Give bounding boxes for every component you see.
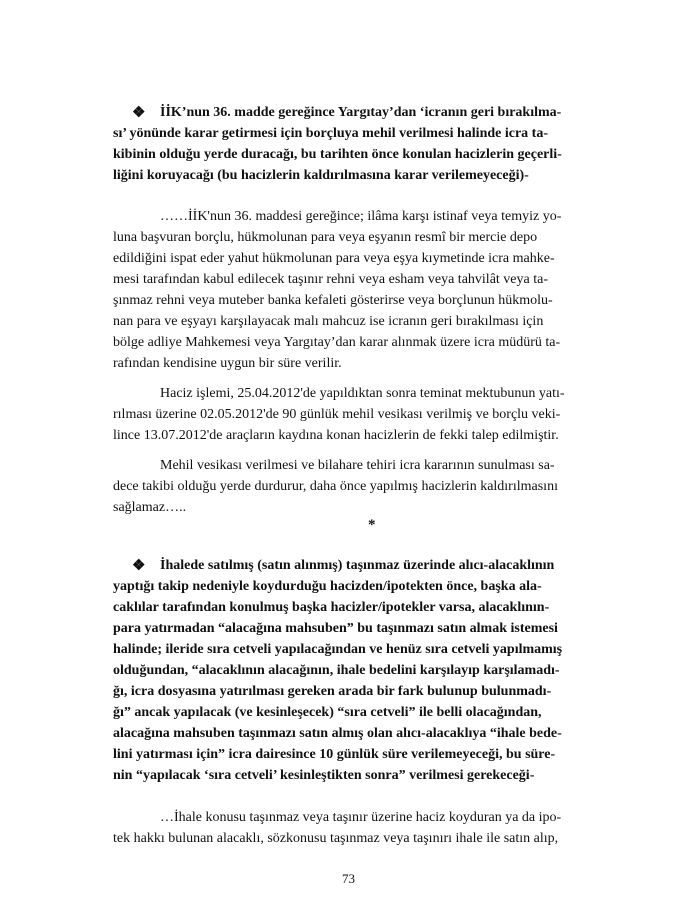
section1-para3-line-2: dece takibi olduğu yerde durdurur, daha önce yapılmış hacizlerin kaldırılmasını — [113, 479, 558, 494]
section2-heading-line-1: İhalede satılmış (satın alınmış) taşınmaz üzerinde alıcı-alacaklının — [160, 558, 555, 573]
section1-para1-line-3: edildiğini ispat eder yahut hükmolunan para veya eşya kıymetinde icra mahke- — [113, 251, 555, 266]
section1-para2-line-1: Haciz işlemi, 25.04.2012'de yapıldıktan sonra teminat mektubunun yatı- — [160, 386, 565, 401]
section2-heading-line-2: yaptığı takip nedeniyle koydurduğu hacizden/ipotekten önce, başka ala- — [113, 579, 542, 594]
section1-heading-line-2: sı’ yönünde karar getirmesi için borçluya mehil verilmesi halinde icra ta- — [113, 126, 548, 141]
section2-heading-line-5: halinde; ileride sıra cetveli yapılacağından ve henüz sıra cetveli yapılmamış — [113, 642, 563, 657]
section2-heading-line-3: caklılar tarafından konulmuş başka hacizler/ipotekler varsa, alacaklının- — [113, 600, 550, 615]
section1-heading-line-3: kibinin olduğu yerde duracağı, bu tarihten önce konulan hacizlerin geçerli- — [113, 147, 562, 162]
section2-heading-line-8: ğı” ancak yapılacak (ve kesinleşecek) “sıra cetveli” ile belli olacağından, — [113, 705, 542, 720]
section1-para1-line-7: bölge adliye Mahkemesi veya Yargıtay’dan karar alınmak üzere icra müdürü ta- — [113, 335, 561, 350]
section1-para1-line-5: şınmaz rehni veya muteber banka kefaleti gösterirse veya borçlunun hükmolu- — [113, 293, 553, 308]
section1-para2-line-2: rılması üzerine 02.05.2012'de 90 günlük mehil vesikası verilmiş ve borçlu veki- — [113, 407, 561, 422]
section2-heading-line-7: ğı, icra dosyasına yatırılması gereken arada bir fark bulunup bulunmadı- — [113, 684, 552, 699]
section1-para3-line-3: sağlamaz….. — [113, 500, 187, 515]
section1-para1-line-1: ……İİK'nun 36. maddesi gereğince; ilâma karşı istinaf veya temyiz yo- — [160, 209, 562, 224]
section1-para3-line-1: Mehil vesikası verilmesi ve bilahare tehiri icra kararının sunulması sa- — [160, 458, 555, 473]
section2-heading-line-9: alacağına mahsuben taşınmazı satın almış olan alıcı-alacaklıya “ihale bede- — [113, 726, 562, 741]
page-number: 73 — [342, 871, 355, 886]
section2-heading-line-10: lini yatırması için” icra dairesince 10 günlük süre verilemeyeceği, bu süre- — [113, 747, 556, 762]
section-separator-star: * — [368, 517, 376, 533]
section2-heading-line-6: olduğundan, “alacaklının alacağının, ihale bedelini karşılayıp karşılamadı- — [113, 663, 560, 678]
section2-para1-line-1: …İhale konusu taşınmaz veya taşınır üzerine haciz koyduran ya da ipo- — [160, 810, 562, 825]
section1-para1-line-2: luna başvuran borçlu, hükmolunan para veya eşyanın resmî bir mercie depo — [113, 230, 538, 245]
bullet-diamond-icon: ❖ — [132, 105, 146, 121]
section1-para1-line-6: nan para ve eşyayı karşılayacak malı mahcuz ise icranın geri bırakılması için — [113, 314, 544, 329]
section1-para2-line-3: lince 13.07.2012'de araçların kaydına konan hacizlerin de fekki talep edilmiştir. — [113, 428, 559, 443]
section1-heading-line-1: İİK’nun 36. madde gereğince Yargıtay’dan ‘icranın geri bırakılma- — [160, 105, 562, 120]
section1-heading-line-4: liğini koruyacağı (bu hacizlerin kaldırılmasına karar verilemeyeceği)- — [113, 168, 529, 183]
bullet-diamond-icon: ❖ — [132, 558, 146, 574]
section2-heading-line-11: nin “yapılacak ‘sıra cetveli’ kesinleştikten sonra” verilmesi gerekeceği- — [113, 768, 535, 783]
section1-para1-line-8: rafından kendisine uygun bir süre verilir. — [113, 356, 342, 371]
section2-para1-line-2: tek hakkı bulunan alacaklı, sözkonusu taşınmaz veya taşınırı ihale ile satın alıp, — [113, 831, 559, 846]
section1-para1-line-4: mesi tarafından kabul edilecek taşınır rehni veya esham veya tahvilât veya ta- — [113, 272, 548, 287]
section2-heading-line-4: para yatırmadan “alacağına mahsuben” bu taşınmazı satın almak istemesi — [113, 621, 558, 636]
